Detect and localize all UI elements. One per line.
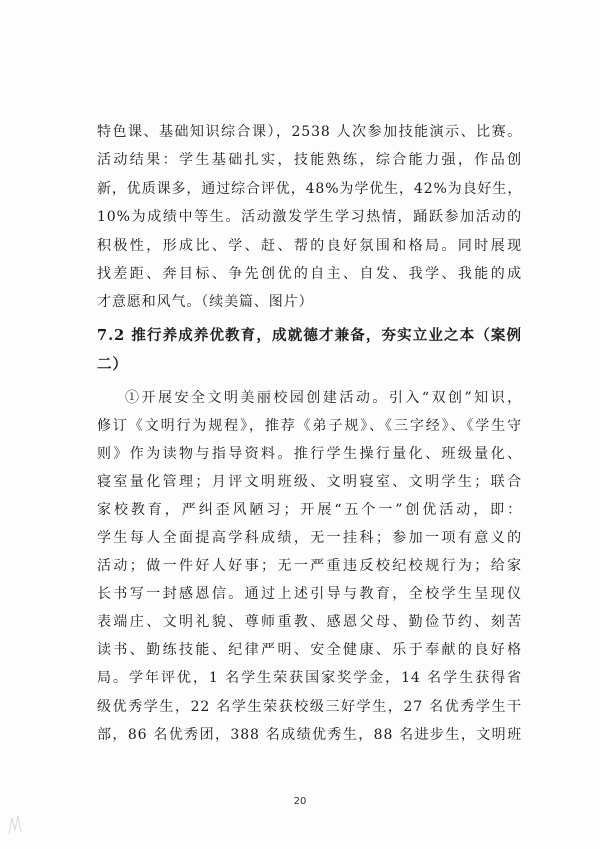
text-line: 家校教育，严纠歪风陋习；开展“五个一”创优活动，即： (97, 502, 522, 518)
text-line: 修订《文明行为规程》，推荐《弟子规》、《三字经》、《学生守 (97, 418, 522, 434)
text-line: 表端庄、文明礼貌、尊师重教、感恩父母、勤俭节约、刻苦 (97, 614, 522, 630)
text-line: 寝室量化管理；月评文明班级、文明寝室、文明学生；联合 (97, 474, 522, 490)
text-line: 找差距、奔目标、争先创优的自主、自发、我学、我能的成 (97, 266, 522, 282)
section-heading-continued: 二） (97, 356, 128, 373)
text-line: 学生每人全面提高学科成绩，无一挂科；参加一项有意义的 (97, 530, 522, 546)
text-line: 部，86 名优秀团，388 名成绩优秀生，88 名进步生，文明班 (97, 727, 522, 743)
text-line: 活动结果：学生基础扎实，技能熟练，综合能力强，作品创 (97, 152, 522, 168)
scan-artifact-icon (6, 814, 24, 836)
text-line: 级优秀学生，22 名学生荣获校级三好学生，27 名优秀学生干 (97, 699, 522, 715)
page-number: 20 (293, 796, 307, 807)
text-line: 特色课、基础知识综合课），2538 人次参加技能演示、比赛。 (97, 124, 522, 140)
paragraph-first-line: ①开展安全文明美丽校园创建活动。引入“双创”知识， (125, 390, 522, 406)
text-line: 才意愿和风气。（续美篇、图片） (97, 294, 314, 310)
text-line: 读书、勤练技能、纪律严明、安全健康、乐于奉献的良好格 (97, 642, 522, 658)
text-line: 积极性，形成比、学、赶、帮的良好氛围和格局。同时展现 (97, 238, 522, 254)
text-line: 10%为成绩中等生。活动激发学生学习热情，踊跃参加活动的 (97, 209, 522, 225)
text-line: 则》作为读物与指导资料。推行学生操行量化、班级量化、 (97, 446, 522, 462)
text-line: 局。学年评优，1 名学生荣获国家奖学金，14 名学生获得省 (97, 670, 522, 686)
text-line: 长书写一封感恩信。通过上述引导与教育，全校学生呈现仪 (97, 586, 522, 602)
text-line: 活动；做一件好人好事；无一严重违反校纪校规行为；给家 (97, 558, 522, 574)
section-heading: 7.2 推行养成养优教育，成就德才兼备，夯实立业之本（案例 (97, 327, 522, 344)
text-line: 新，优质课多，通过综合评优，48%为学优生，42%为良好生， (97, 181, 523, 197)
